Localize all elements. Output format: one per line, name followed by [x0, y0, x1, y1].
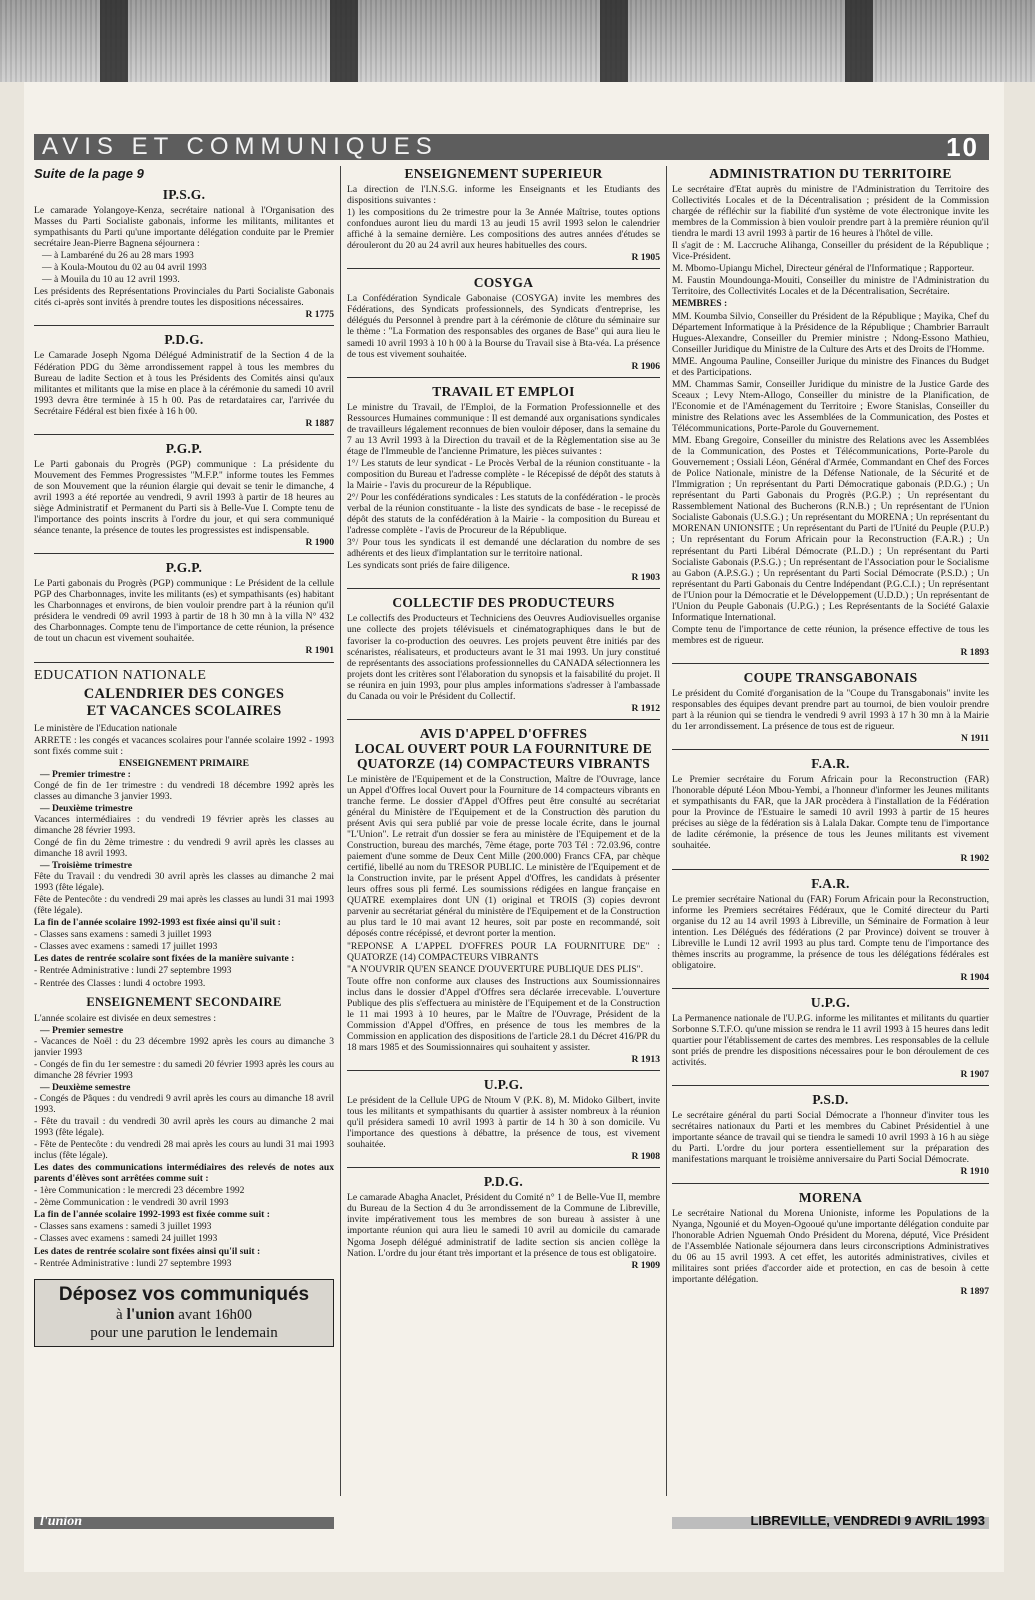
- notice-body: Le ministère de l'Equipement et de la Construction, Maître de l'Ouvrage, lance un Appel d'Offres local Ouvert pour la Fourniture de 14 compacteurs vibrants en tranche ferme. Le dossier d'Appel d'Offres peut être consulté au secrétariat général du Ministère de l'Equipement et de la Construction dès parution du présent Avis qui sera publié par voie de presse locale écrite, dans le journal "L'Union". Le retrait d'un dossier se fera au ministère de l'Equipement et de la Construction, bureau des marchés, 7ème étage, porte 703 Tél : 72.03.96, contre paiement d'une somme de Deux Cent Mille (200.000) Francs CFA, par chèque certifié, libellé au nom du TRESOR PUBLIC. Le ministère de l'Equipement et de la Construction invite, par le présent Appel d'Offres, les candidats à présenter leurs offres sous pli fermé. Les soumissions rédigées en langue française en QUATRE exemplaires dont UN (1) original et TROIS (3) copies devront parvenir au secrétariat général du ministère de l'Equipement et de la Construction au plus tard le 10 mai avant 12 heures, soit par poste en recommandé, soit déposés contre récépissé, et devront porter la mention.: [347, 773, 660, 940]
- page-number: 10: [946, 132, 979, 162]
- notice-body: Le premier secrétaire National du (FAR) Forum Africain pour la Reconstruction, informe les Premiers secrétaires Fédéraux, que le Comité directeur du Parti organise du 12 au 14 avril 1993 à Libreville, un Séminaire de Formation à leur intention. Les Délégués des fédérations (2 par Province) doivent se trouver à Libreville le Lundi 12 avril 1993 au plus tard. Compte tenu de l'importance des thèmes inscrits au programme, la présence de tous les délégations fédérales est obligatoire.: [672, 893, 989, 971]
- notice-body: MM. Koumba Silvio, Conseiller du Président de la République ; Mayika, Chef du Département Informatique à la Présidence de la République ; Chambrier Barrault Hugues-Alexandre, Conseiller du Premier ministre ; Ndong-Essono Mathieu, Conseiller Juridique du Ministre de la Culture des Arts et des Droits de l'Homme.: [672, 310, 989, 355]
- notice-body: Il s'agit de : M. Laccruche Alihanga, Conseiller du président de la République ; Vice-Président.: [672, 240, 989, 263]
- notice-title: MORENA: [798, 1189, 863, 1205]
- notice-title: QUATORZE (14) COMPACTEURS VIBRANTS: [356, 755, 651, 771]
- notice-body: - Classes avec examens : samedi 17 juillet 1993: [34, 941, 218, 953]
- notice-ref: R 1906: [631, 360, 660, 372]
- newspaper-page: [24, 82, 1004, 1572]
- notice-body: - Vacances de Noël : du 23 décembre 1992 après les cours au dimanche 3 janvier 1993: [34, 1035, 334, 1058]
- notice-title: ET VACANCES SCOLAIRES: [86, 702, 282, 719]
- notice-ref: R 1905: [631, 252, 660, 264]
- notice-body: Le Camarade Joseph Ngoma Délégué Administratif de la Section 4 de la Fédération PDG du 3ème arrondissement rappel à tous les membres du Bureau de ladite Section et à tous les Présidents des Comités ainsi qu'aux militantes et militants que la mise en place à la cérémonie du samedi 10 avril 1993 devra être terminée à 15 h 00. Pas de retardataires car, l'arrivée du Secrétaire Fédéral est bien fixée à 16 h 00.: [34, 350, 334, 417]
- notice-ref: R 1904: [960, 971, 989, 983]
- column-3: [672, 166, 989, 1491]
- sub-heading: — Troisième trimestre: [40, 860, 132, 872]
- notice-title: CALENDRIER DES CONGES: [83, 685, 285, 702]
- notice-ref: R 1887: [305, 417, 334, 429]
- notice-ref: R 1908: [631, 1151, 660, 1163]
- notice-ref: N 1911: [961, 733, 989, 745]
- notice-body: Les syndicats sont priés de faire diligence.: [347, 560, 510, 572]
- promo-text: avant 16h00: [174, 1306, 252, 1323]
- notice-body: M. Mbomo-Upiangu Michel, Directeur général de l'Informatique ; Rapporteur.: [672, 263, 974, 275]
- notice-title: U.P.G.: [483, 1077, 524, 1093]
- notice-title: F.A.R.: [811, 875, 850, 891]
- notice-title: LOCAL OUVERT POUR LA FOURNITURE DE: [354, 740, 653, 756]
- notice-item: — à Lambaréné du 26 au 28 mars 1993: [42, 250, 194, 262]
- notice-body: - Fête de Pentecôte : du vendredi 28 mai après les cours au lundi 31 mai 1993 inclus (fête légale).: [34, 1139, 334, 1162]
- sub-heading: ENSEIGNEMENT SECONDAIRE: [86, 994, 282, 1009]
- sub-heading: — Premier semestre: [40, 1024, 124, 1036]
- sub-heading: — Deuxième trimestre: [40, 802, 133, 814]
- notice-title: P.S.D.: [812, 1092, 849, 1108]
- promo-headline: Déposez vos communiqués: [58, 1283, 310, 1305]
- notice-body: - Rentrée Administrative : lundi 27 septembre 1993: [34, 1257, 232, 1269]
- section-title: AVIS ET COMMUNIQUES: [42, 133, 438, 160]
- notice-title: ADMINISTRATION DU TERRITOIRE: [709, 166, 952, 181]
- notice-item: — à Mouila du 10 au 12 avril 1993.: [42, 274, 180, 286]
- notice-body: L'année scolaire est divisée en deux semestres :: [34, 1012, 217, 1024]
- notice-title: TRAVAIL ET EMPLOI: [432, 383, 575, 399]
- column-rule: [666, 166, 667, 1496]
- notice-body: Congé de fin de 1er trimestre : du vendredi 18 décembre 1992 après les classes au dimanche 3 janvier 1993.: [34, 779, 334, 802]
- notice-ref: R 1902: [960, 852, 989, 864]
- notice-body: La direction de l'I.N.S.G. informe les Enseignants et les Etudiants des dispositions suivantes :: [347, 184, 660, 207]
- notice-body: - Rentrée Administrative : lundi 27 septembre 1993: [34, 965, 232, 977]
- notice-body: 3°/ Pour tous les syndicats il est demandé une déclaration du nombre de ses adhérents et des lieux d'implantation sur le territoire national.: [347, 537, 660, 560]
- notice-body: Les dates de rentrée scolaire sont fixées ainsi qu'il suit :: [34, 1245, 261, 1257]
- notice-body: - Classes avec examens : samedi 24 juillet 1993: [34, 1233, 218, 1245]
- notice-body: MEMBRES :: [672, 298, 728, 310]
- notice-title: COUPE TRANSGABONAIS: [743, 669, 918, 685]
- notice-item: — à Koula-Moutou du 02 au 04 avril 1993: [42, 262, 207, 274]
- notice-title: U.P.G.: [810, 994, 851, 1010]
- notice-body: - Congés de Pâques : du vendredi 9 avril après les cours au dimanche 18 avril 1993.: [34, 1092, 334, 1115]
- notice-body: Le collectifs des Producteurs et Techniciens des Oeuvres Audiovisuelles organise une collecte des projets télévisuels et cinématographiques dans le but de favoriser la co-production des oeuvres. Les projets peuvent être initiés par des scénaristes, réalisateurs, et producteurs avant le 31 mai 1993. Un jury constitué de représentants des associations professionnelles du CANADA sélectionnera les projets dont les critères sont l'élaboration du synopsis et la faisabilité du projet. Il se réunira en juin 1993, pour plus amples informations s'adresser à l'ambassade du Canada ou voir le Président du Collectif.: [347, 613, 660, 702]
- notice-ref: R 1775: [305, 309, 334, 321]
- notice-body: MM. Ebang Gregoire, Conseiller du ministre des Relations avec les Assemblées de la Communication, des Postes et Télécommunications, Porte-Parole du Gouvernement ; Ossiali Léon, Général d'Armée, Commandant en Chef des Forces de Police Nationale, ministre de la Défense Nationale, de la Sécurité et de l'Immigration ; Un représentant du Parti Démocratique gabonais (P.D.G.) ; Un représentant du Parti Gabonais du Progrès (P.G.P.) ; Un représentant du Rassemblement National des Bucherons (R.N.B.) ; Un représentant de l'Union Socialiste Gabonais (U.S.G.) ; Un représentant du MORENA ; Un représentant du MORENAN UNIONSITE ; Un représentant du Parti de l'Unité du Peuple (P.U.P.) ; Un représentant du Forum Africain pour la Reconstruction (F.A.R.) ; Un représentant du Parti Libéral Démocrate (P.L.D.) ; Un représentant du Parti Socialiste Gabonais (P.S.G.) ; Un représentant de l'Association pour le Socialisme au Gabon (A.P.S.G.) ; Un représentant du Parti Social Démocrate (P.S.D.) ; Un représentant du Parti Gabonais du Centre Indépendant (P.G.C.I.) ; Un représentant de l'Union pour la Démocratie et le Développement (U.D.D.) ; Un représentant de l'Union du Peuple Gabonais (U.P.G.) ; Les Représentants de la Société Galaxie Informatique International.: [672, 435, 989, 623]
- notice-body: La Confédération Syndicale Gabonaise (COSYGA) invite les membres des Fédérations, des Syndicats professionnels, des Syndicats d'entreprise, les délégués du Personnel à prendre part à la cérémonie de clôture du séminaire sur le thème : "La Formation des responsables des organes de Base" qui aura lieu le samedi 10 avril 1993 à 10 h 00 à la Bourse du Travail sise à Bta-véa. La présence de tous est vivement souhaitée.: [347, 293, 660, 360]
- notice-body: Le ministère de l'Education nationale: [34, 722, 177, 734]
- notice-body: Fête de Pentecôte : du vendredi 29 mai après les classes au lundi 31 mai 1993 (fête légale).: [34, 894, 334, 917]
- continued-note: Suite de la page 9: [34, 166, 144, 181]
- notice-body: - 2ème Communication : le vendredi 30 avril 1993: [34, 1197, 229, 1209]
- notice-body: Le Premier secrétaire du Forum Africain pour la Reconstruction (FAR) l'honorable député Léon Mbou-Yembi, a l'honneur d'informer les Jeunes militants et sympathisants du FAR, que la JAR procèdera à l'installation de la Fédération pour la Province de l'Estuaire le samedi 10 avril 1993 à partir de 15 heures précises au siège de la fédération sis à Lalala Dakar. Compte tenu de l'importance de ladite cérémonie, la présence de tous les Jeunes militants est vivement souhaitée.: [672, 774, 989, 852]
- notice-body: Le Parti gabonais du Progrès (PGP) communique : La présidente du Mouvement des Femmes Progressistes "M.F.P." informe toutes les Femmes de son Mouvement que la réunion élargie qui devait se tenir le dimanche, 4 avril 1993 a été reportée au vendredi, 9 avril 1993 à partir de 18 heures au siège Administratif et Permanent du Parti sis à Belle-Vue I. Compte tenu de l'importance des points inscrits à l'ordre du jour, et qui sera communiqué séance tenante, la présence de toutes les progressistes est indispensable.: [34, 458, 334, 537]
- section-header: [34, 134, 989, 160]
- notice-body: Fête du Travail : du vendredi 30 avril après les classes au dimanche 2 mai 1993 (fête légale).: [34, 871, 334, 894]
- notice-body: Le camarade Yolangoye-Kenza, secrétaire national à l'Organisation des Masses du Parti Socialiste gabonais, informe les militants, militantes et sympathisants du Parti qu'une importante délégation conduite par le Premier secrétaire Jean-Pierre Bagnena séjournera :: [34, 205, 334, 250]
- footer-right: [672, 1513, 989, 1529]
- notice-ref: R 1913: [631, 1054, 660, 1065]
- notice-body: "A N'OUVRIR QU'EN SEANCE D'OUVERTURE PUBLIQUE DES PLIS".: [347, 963, 643, 975]
- notice-body: Congé de fin du 2ème trimestre : du vendredi 9 avril après les classes au dimanche 18 avril 1993.: [34, 836, 334, 860]
- notice-ref: R 1903: [631, 572, 660, 584]
- promo-brand: l'union: [126, 1305, 175, 1323]
- promo-line: [37, 1306, 331, 1324]
- notice-body: M. Faustin Moundounga-Mouiti, Conseiller du ministre de l'Administration du Territoire, des Collectivités Locales et de la Décentralisation, Secrétaire.: [672, 275, 989, 298]
- notice-title: COLLECTIF DES PRODUCTEURS: [392, 595, 615, 611]
- notice-ref: R 1912: [631, 702, 660, 714]
- notice-body: - Fête du travail : du vendredi 30 avril après les cours au dimanche 2 mai 1993 (fête légale).: [34, 1116, 334, 1139]
- notice-ref: R 1893: [960, 646, 989, 658]
- sub-heading: ENSEIGNEMENT PRIMAIRE: [118, 757, 250, 769]
- notice-body: Les présidents des Représentations Provinciales du Parti Socialiste Gabonais cités ci-après sont invités à prendre toutes les dispositions nécessaires.: [34, 286, 334, 309]
- notice-title: P.G.P.: [165, 440, 203, 456]
- notice-body: Le président du Comité d'organisation de la "Coupe du Transgabonais" invite les responsables des équipes devant prendre part au tournoi, de bien vouloir prendre part à la réunion qui se tiendra le vendredi 9 avril 1993 à 17 h 30 mn à la Mairie du 1er arrondissement. La présence de tous est de rigueur.: [672, 687, 989, 733]
- notice-title: ENSEIGNEMENT SUPERIEUR: [404, 166, 603, 181]
- notice-title: P.D.G.: [483, 1174, 524, 1190]
- notice-body: Compte tenu de l'importance de cette réunion, la présence effective de tous les membres est de rigueur.: [672, 623, 989, 646]
- notice-title: P.D.G.: [164, 332, 204, 348]
- notice-ref: R 1907: [960, 1069, 989, 1081]
- notice-body: "REPONSE A L'APPEL D'OFFRES POUR LA FOURNITURE DE" : QUATORZE (14) COMPACTEURS VIBRANTS: [347, 940, 660, 963]
- notice-body: 1°/ Les statuts de leur syndicat - Le Procès Verbal de la réunion constituante - la composition du Bureau et l'adresse complète - le Récepissé de dépôt des statuts à la Mairie - l'avis du procureur de la République.: [347, 457, 660, 491]
- notice-body: Le camarade Abagha Anaclet, Président du Comité n° 1 de Belle-Vue II, membre du Bureau de la Section 4 du 3e arrondissement de la Commune de Libreville, invite impérativement tous les membres de son bureau à assister à une importante réunion qui aura lieu le samedi 10 avril au domicile du camarade Ngoma Joseph délégué administratif de ladite section sis ancien collège la Nation. L'ordre du jour étant très important et la présence de tous est obligatoire.: [347, 1192, 660, 1259]
- notice-body: Les dates des communications intermédiaires des relevés de notes aux parents d'élèves sont arrêtées comme suit :: [34, 1162, 334, 1185]
- footer-left: [34, 1514, 334, 1529]
- notice-body: - Classes sans examens : samedi 3 juillet 1993: [34, 929, 212, 941]
- notice-title: COSYGA: [473, 275, 534, 291]
- sub-heading: — Premier trimestre :: [40, 768, 131, 780]
- column-1: [34, 166, 334, 1491]
- column-2: [347, 166, 660, 1491]
- notice-body: MM. Chammas Samir, Conseiller Juridique du ministre de la Justice Garde des Sceaux ; Levy Ntem-Allogo, Conseiller du ministre de la Planification, de l'Economie et de l'Aménagement du Territoire ; Ewore Stanislas, Conseiller du ministre des Relations avec les Assemblées de la Communication, des Postes et Télécommunications, Porte-Parole du Gouvernement.: [672, 378, 989, 434]
- notice-title: AVIS D'APPEL D'OFFRES: [419, 725, 588, 741]
- notice-body: Le secrétaire National du Morena Unioniste, informe les Populations de la Nyanga, Ngounié et du Moyen-Ogooué qu'une importante délégation conduite par l'honorable Adrien Nguemah Ondo Président du Morena, député, Vice Président de l'Assemblée Nationale séjournera dans leurs circonscriptions Administratives du 06 au 15 avril 1993. A cet effet, les autorités administratives, civiles et militaires sont priées d'accorder aide et protection, en cas de besoin à cette importante délégation.: [672, 1207, 989, 1285]
- notice-title: F.A.R.: [811, 756, 850, 772]
- notice-body: MME. Angouma Pauline, Conseiller Jurique du ministre des Finances du Budget et des Participations.: [672, 355, 989, 378]
- notice-ref: R 1909: [631, 1259, 660, 1271]
- notice-body: Le secrétaire d'Etat auprès du ministre de l'Administration du Territoire des Collectivités Locales et de la Décentralisation ; président de la Commission chargée de réfléchir sur la fiabilité d'un système de vote électronique invite les membres de la Commission à bien vouloir prendre part à la première réunion qu'il tiendra le mardi 13 avril 1993 à partir de 16 heures à l'hôtel de ville.: [672, 184, 989, 240]
- notice-body: ARRETE : les congés et vacances scolaires pour l'année scolaire 1992 - 1993 sont fixés comme suit :: [34, 734, 334, 757]
- notice-body: Toute offre non conforme aux clauses des Instructions aux Soumissionnaires inclus dans le dossier d'Appel d'Offres sera déclarée irrecevable. L'ouverture Publique des plis s'effectuera au ministère de l'Equipement et de la Construction le 11 mai 1993 à 10 heures, par le Maître de l'Ouvrage, Président de la Commission d'Appel d'Offres, en présence de tous les membres de la Commission en application des dispositions de l'article 28.1 du Décret 416/PR du 18 mars 1985 et des Soumissionnaires qui souhaitent y assister.: [347, 975, 660, 1053]
- notice-ref: R 1897: [960, 1285, 989, 1297]
- dateline: LIBREVILLE, VENDREDI 9 AVRIL 1993: [750, 1513, 985, 1528]
- notice-body: Vacances intermédiaires : du vendredi 19 février après les classes au dimanche 28 février 1993.: [34, 813, 334, 836]
- notice-body: - 1ère Communication : le mercredi 23 décembre 1992: [34, 1185, 245, 1197]
- promo-line: pour une parution le lendemain: [90, 1324, 278, 1341]
- notice-ref: R 1901: [305, 645, 334, 657]
- notice-title: P.G.P.: [165, 560, 203, 576]
- notice-ref: R 1900: [305, 537, 334, 549]
- notice-body: La fin de l'année scolaire 1992-1993 est fixée ainsi qu'il suit :: [34, 917, 281, 929]
- column-rule: [340, 166, 341, 1496]
- section-kicker: EDUCATION NATIONALE: [34, 667, 207, 683]
- notice-body: 1) les compositions du 2e trimestre pour la 3e Année Maîtrise, toutes options confondues auront lieu du mardi 13 au jeudi 15 avril 1993 selon le calendrier affiché à la semaine dernière. Les compositions des autres années d'études se dérouleront du 20 au 24 avril aux heures habituelles des cours.: [347, 207, 660, 252]
- notice-body: - Rentrée des Classes : lundi 4 octobre 1993.: [34, 977, 206, 989]
- notice-body: Les dates de rentrée scolaire sont fixées de la manière suivante :: [34, 953, 295, 965]
- notice-body: - Classes sans examens : samedi 3 juillet 1993: [34, 1221, 212, 1233]
- notice-body: La Permanence nationale de l'U.P.G. informe les militantes et militants du quartier Sorbonne S.T.F.O. qu'une mission se rendra le 11 avril 1993 à 15 heures dans ledit quartier pour l'établissement de cartes des membres. Les responsables de la cellule sont priés de prendre les dispositions nécessaires pour le bon déroulement de ces activités.: [672, 1012, 989, 1069]
- sub-heading: — Deuxième semestre: [40, 1081, 131, 1093]
- notice-ref: R 1910: [960, 1166, 989, 1178]
- notice-title: IP.S.G.: [162, 187, 206, 202]
- notice-body: Le secrétaire général du parti Social Démocrate a l'honneur d'inviter tous les secrétaires nationaux du Parti et les membres du Cabinet Présidentiel à une importante séance de travail qui se tiendra le samedi 10 avril 1993 à 16 h au siège du Parti. L'ordre du jour portera essentiellement sur la préparation des manifestations marquant le troisième anniversaire du Parti Social Démocrate.: [672, 1110, 989, 1166]
- notice-body: - Congés de fin du 1er semestre : du samedi 20 février 1993 après les cours au dimanche 28 février 1993: [34, 1058, 334, 1081]
- promo-text: à: [116, 1306, 127, 1323]
- notice-body: 2°/ Pour les confédérations syndicales : Les statuts de la confédération - le procès verbal de la réunion constituante - la liste des syndicats de base - le recepissé de dépôt des statuts de la confédération à la Mairie - la composition du Bureau et l'adresse complète - l'avis de Procureur de la République.: [347, 492, 660, 537]
- promo-box: [34, 1279, 334, 1347]
- scan-border: [0, 0, 1035, 82]
- notice-body: Le président de la Cellule UPG de Ntoum V (P.K. 8), M. Midoko Gilbert, invite tous les militants et sympathisants du quartier à assister nombreux à la réunion qu'il présidera samedi 10 avril 1993 à partir de 14 h 30 à son domicile. Vu l'importance des questions à débattre, la présence de tous, est vivement souhaitée.: [347, 1095, 660, 1151]
- notice-body: Le Parti gabonais du Progrès (PGP) communique : Le Président de la cellule PGP des Charbonnages, invite les militants (es) et sympathisants (es) habitant les Charbonnages et environs, de bien vouloir prendre part à la réunion qu'il présidera le vendredi 09 avril 1993 à partir de 18 h 30 mn à la villa N° 432 des Charbonnages. Compte tenu de l'importance de cette réunion, la présence de tout un chacun est vivement souhaitée.: [34, 578, 334, 645]
- masthead-logo: l'union: [40, 1514, 83, 1529]
- notice-body: La fin de l'année scolaire 1992-1993 est fixée comme suit :: [34, 1209, 270, 1221]
- notice-body: Le ministre du Travail, de l'Emploi, de la Formation Professionnelle et des Ressources Humaines communique : Il est demandé aux organisations syndicales de travailleurs légalement reconnues de bien vouloir déposer, dans la semaine du 7 au 13 Avril 1993 à la Direction du travail et de la Règlementation sise au 3e étage de l'Immeuble de l'ancienne Primature, les pièces suivantes :: [347, 401, 660, 457]
